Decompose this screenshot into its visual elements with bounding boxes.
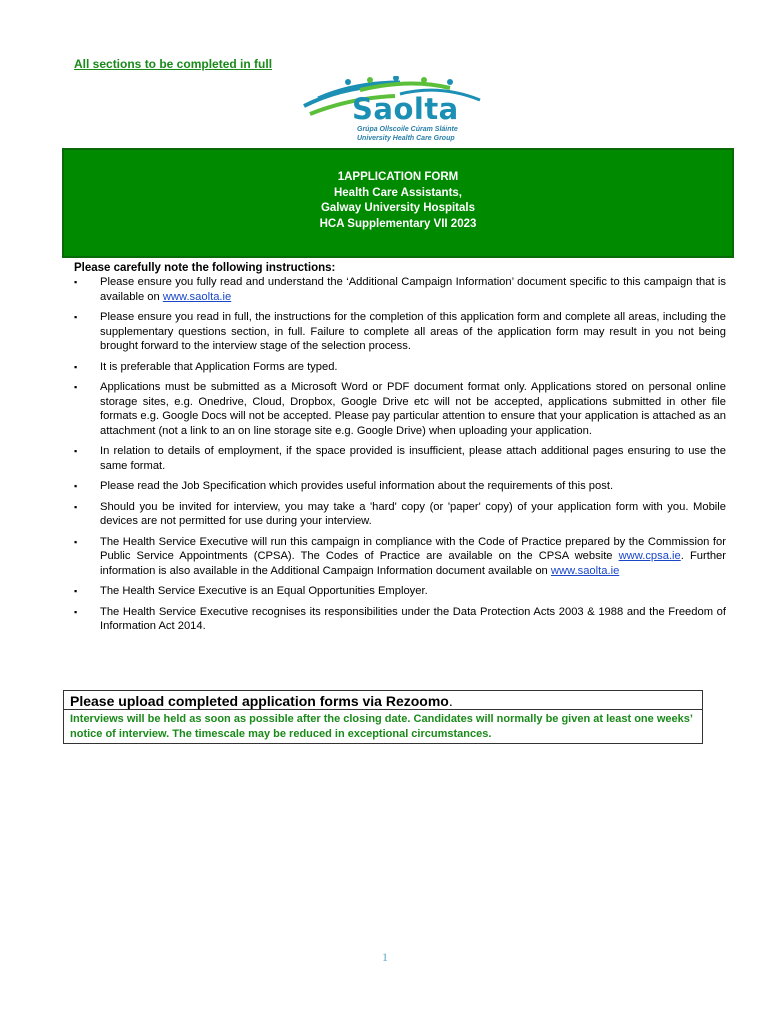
instruction-item [74, 380, 726, 438]
bullet-icon: ▪ [74, 481, 78, 491]
upload-title-period: . [448, 693, 453, 709]
instruction-text: In relation to details of employment, if the space provided is insufficient, please attach additional pages ensuring to use the same format. [100, 445, 726, 472]
instruction-text: It is preferable that Application Forms are typed. [100, 360, 338, 373]
instruction-link[interactable]: www.saolta.ie [162, 290, 232, 303]
instruction-item [74, 275, 726, 304]
instruction-item [74, 500, 726, 529]
saolta-logo [300, 76, 490, 146]
upload-title-text: Please upload completed application forms via Rezoomo [70, 693, 449, 709]
banner-line-2: Health Care Assistants, [333, 186, 463, 199]
bullet-icon: ▪ [74, 586, 78, 596]
page-number: 1 [382, 950, 388, 964]
banner-line-4: HCA Supplementary VII 2023 [319, 217, 477, 230]
instruction-link[interactable]: www.cpsa.ie [618, 550, 681, 562]
interview-note: Interviews will be held as soon as possible after the closing date. Candidates will normally be given at least one weeks’ notice of interview. The timescale may be reduced in exceptional circumstances. [70, 713, 693, 740]
bullet-icon: ▪ [74, 361, 78, 372]
banner-line-1: 1APPLICATION FORM [337, 171, 459, 183]
instruction-text: Applications must be submitted as a Microsoft Word or PDF document format only. Applications stored on personal online storage sites, e.g. Onedrive, Cloud, Dropbox, Google Drive etc will not be accepted, applications submitted in other file formats e.g. Google Docs will not be accepted. Please pay particular attention to ensure that your application is attached as an attachment (not a link to an on line storage site e.g. Google Drive) when uploading your application. [100, 381, 726, 437]
instruction-text-cont: . Further information is also available in the Additional Campaign Information document available on [100, 550, 727, 577]
instruction-item [74, 444, 726, 473]
instruction-item [74, 360, 726, 375]
logo-subtitle-english: University Health Care Group [357, 135, 455, 142]
instruction-item [74, 605, 726, 634]
logo-wordmark: Saolta [352, 92, 459, 126]
upload-title [64, 691, 702, 710]
upload-notice-box [63, 690, 703, 744]
instruction-text: The Health Service Executive recognises its responsibilities under the Data Protection Acts 2003 & 1988 and the Freedom of Information Act 2014. [100, 605, 726, 632]
instructions-list [74, 275, 726, 634]
bullet-icon: ▪ [74, 277, 78, 287]
bullet-icon: ▪ [74, 446, 78, 456]
bullet-icon: ▪ [74, 536, 78, 547]
instruction-text: The Health Service Executive is an Equal Opportunities Employer. [100, 585, 428, 597]
instruction-text: Please read the Job Specification which provides useful information about the requirements of this post. [100, 480, 614, 492]
bullet-icon: ▪ [74, 382, 78, 392]
instruction-text: Please ensure you read in full, the instructions for the completion of this application form and complete all areas, including the supplementary questions section, in full. Failure to complete all areas of the application form may result in you not being brought forward to the interview stage of the selection process. [100, 311, 726, 352]
form-title-banner [62, 148, 734, 258]
instructions-section [74, 261, 726, 634]
logo-subtitle-irish: Grúpa Ollscoile Cúram Sláinte [357, 126, 458, 133]
bullet-icon: ▪ [74, 312, 78, 322]
instruction-item [74, 310, 726, 354]
instruction-text: Should you be invited for interview, you may take a 'hard' copy (or 'paper' copy) of your application form with you. Mobile devices are not permitted for use during your interview. [100, 500, 726, 527]
bullet-icon: ▪ [74, 501, 78, 512]
bullet-icon: ▪ [74, 606, 78, 617]
instruction-item [74, 535, 726, 579]
instruction-item [74, 479, 726, 494]
instructions-heading: Please carefully note the following instructions: [74, 262, 336, 274]
top-note: All sections to be completed in full [74, 57, 273, 71]
instruction-text: The Health Service Executive will run this campaign in compliance with the Code of Practice prepared by the Commission for Public Service Appointments (CPSA). The Codes of Practice are available on the CPSA website [100, 535, 726, 562]
instruction-text: Please ensure you fully read and understand the ‘Additional Campaign Information’ document specific to this campaign that is available on [100, 276, 726, 303]
instruction-link[interactable]: www.saolta.ie [550, 564, 620, 577]
banner-line-3: Galway University Hospitals [320, 202, 476, 214]
instruction-item [74, 584, 726, 599]
